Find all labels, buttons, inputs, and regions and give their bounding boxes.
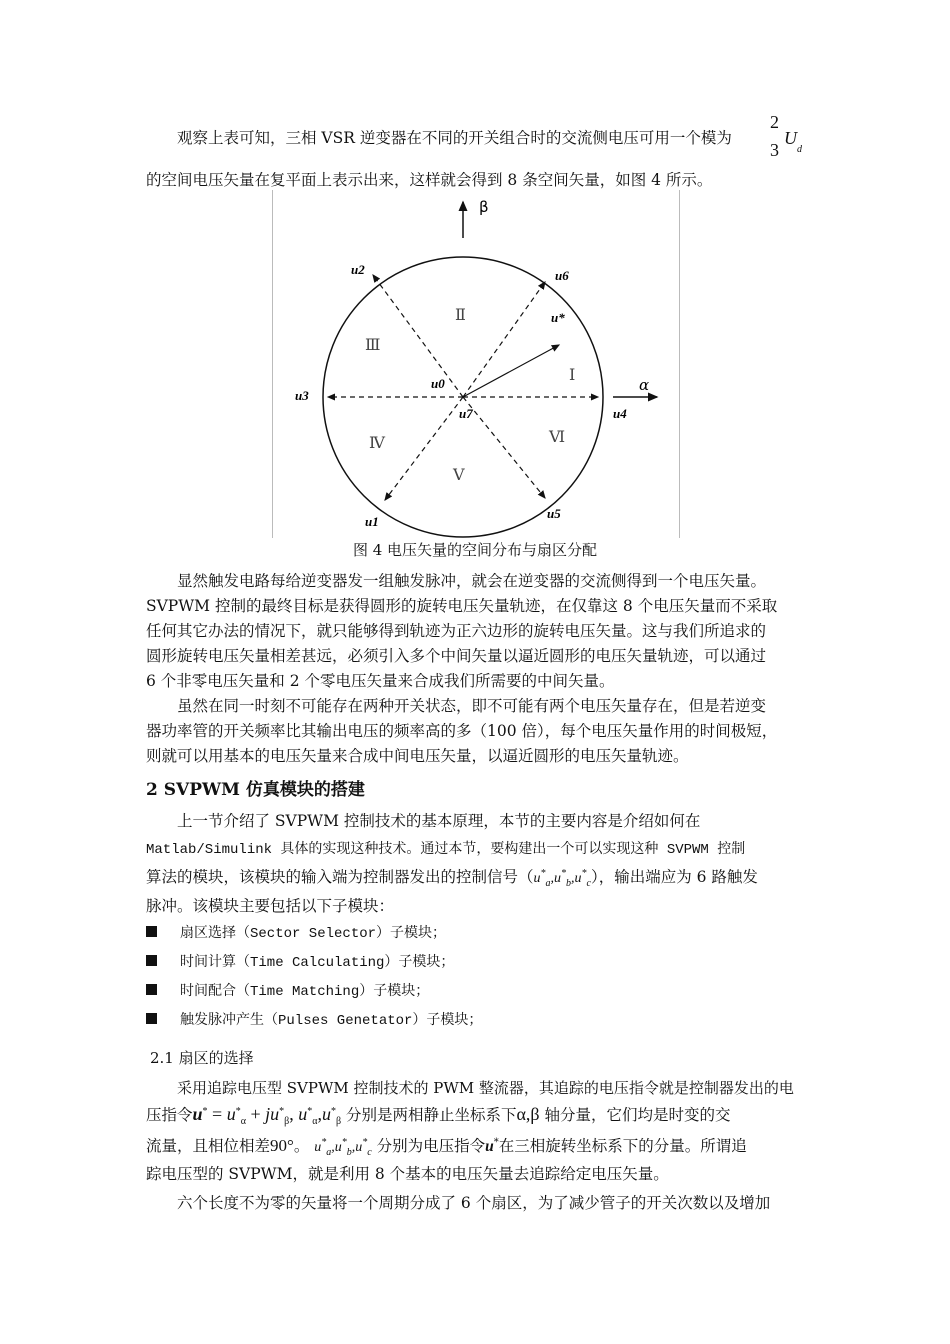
sec21-line-2b: 分别是两相静止坐标系下 (345, 1106, 517, 1124)
alpha-label: α (639, 376, 650, 394)
sec2-line-3 (146, 865, 758, 889)
intro-text-1: 观察上表可知，三相 VSR 逆变器在不同的开关组合时的交流侧电压可用一个模为 (177, 129, 732, 147)
ninety-degrees: 90° (270, 1136, 294, 1155)
intro-line-2: 的空间电压矢量在复平面上表示出来，这样就会得到 8 条空间矢量，如图 4 所示。 (146, 171, 713, 189)
label-u6: u6 (555, 268, 569, 283)
alpha-beta: α,β (516, 1104, 540, 1124)
sector-V: Ⅴ (453, 465, 465, 484)
sec21-line-3a: 流量，且相位相差 (146, 1137, 271, 1155)
sec21-line-3b: 分别为电压指令 (376, 1137, 486, 1155)
vector-ustar (463, 345, 559, 397)
para2-line-3: 则就可以用基本的电压矢量来合成中间电压矢量，以逼近圆形的电压矢量轨迹。 (146, 747, 689, 765)
sec2-line-2: Matlab/Simulink 具体的实现这种技术。通过本节，要构建出一个可以实现这种 SVPWM 控制 (146, 842, 746, 858)
frac-sub: d (797, 144, 802, 155)
para1-line-4: 圆形旋转电压矢量相差甚远，必须引入多个中间矢量以逼近圆形的电压矢量轨迹，可以通过 (146, 647, 767, 665)
para1-line-3: 任何其它办法的情况下，就只能够得到轨迹为正六边形的旋转电压矢量。这与我们所追求的 (146, 622, 767, 640)
sec21-line-5: 六个长度不为零的矢量将一个周期分成了 6 个扇区，为了减少管子的开关次数以及增加 (177, 1194, 771, 1212)
bullet-square (146, 984, 157, 995)
label-u4: u4 (613, 406, 627, 421)
label-ustar: u* (551, 310, 565, 325)
sec21-line-2 (146, 1103, 731, 1127)
bullet-square (146, 926, 157, 937)
sec21-line-2a: 压指令 (146, 1106, 193, 1124)
bullet-3 (146, 980, 429, 1000)
sec21-line-1: 采用追踪电压型 SVPWM 控制技术的 PWM 整流器，其追踪的电压指令就是控制器发出的电 (177, 1079, 794, 1097)
figure-caption: 图 4 电压矢量的空间分布与扇区分配 (352, 541, 598, 559)
sec21-line-3: 流量，且相位相差90°。 $u^*_a,u^*_b,u^*_c$ 分别为电压指令u*在三相旋转坐标系下的分量。所谓追 (146, 1136, 747, 1158)
bullet-square (146, 955, 157, 966)
sector-II: Ⅱ (455, 305, 466, 324)
sec2-line-3a: 算法的模块，该模块的输入端为控制器发出的控制信号（ (146, 868, 534, 886)
para2-line-2: 器功率管的开关频率比其输出电压的频率高的多（100 倍），每个电压矢量作用的时间极短， (146, 722, 778, 740)
label-u0: u0 (431, 376, 445, 391)
section-2-heading: 2 SVPWM 仿真模块的搭建 (146, 780, 365, 800)
abc-components: $u^*_a,u^*_b,u^*_c$ (314, 1137, 372, 1158)
bullet-square (146, 1013, 157, 1024)
sec2-line-4: 脉冲。该模块主要包括以下子模块： (146, 897, 395, 915)
para1-line-2: SVPWM 控制的最终目标是获得圆形的旋转电压矢量轨迹，在仅靠这 8 个电压矢量而不采取 (146, 597, 778, 615)
vector-u5 (463, 397, 545, 498)
frac-var: U (784, 128, 797, 148)
label-u3: u3 (295, 388, 309, 403)
para1-line-1: 显然触发电路每给逆变器发一组触发脉冲，就会在逆变器的交流侧得到一个电压矢量。 (177, 572, 767, 590)
beta-label: β (479, 198, 489, 216)
label-u7: u7 (459, 406, 473, 421)
bullet-4-text: 触发脉冲产生（Pulses Genetator）子模块； (180, 1013, 483, 1029)
bullet-2 (146, 951, 454, 971)
section-2-1-heading: 2.1 扇区的选择 (150, 1049, 254, 1067)
label-u1: u1 (365, 514, 379, 529)
voltage-vector-figure (272, 190, 680, 538)
vector-u1 (385, 397, 463, 500)
para1-line-5: 6 个非零电压矢量和 2 个零电压矢量来合成我们所需要的中间矢量。 (146, 672, 615, 690)
frac-num: 2 (770, 112, 779, 132)
control-signals: $u^*_a,u^*_b,u^*_c$ (533, 868, 591, 889)
sector-I: Ⅰ (569, 365, 576, 384)
label-u2: u2 (351, 262, 365, 277)
bullet-4 (146, 1009, 482, 1029)
sec2-line-3b: ），输出端应为 6 路触发 (590, 868, 758, 886)
bullet-2-text: 时间计算（Time Calculating）子模块； (180, 955, 455, 971)
sector-III: Ⅲ (365, 335, 381, 354)
sector-IV: Ⅳ (369, 433, 385, 452)
sector-VI: Ⅵ (549, 427, 566, 446)
intro-line-1 (177, 126, 732, 148)
voltage-command-eq: $u^* = u^*_\alpha + ju^*_\beta$, $u^*_\alpha,u^*_\beta$ (192, 1104, 342, 1127)
sec2-line-1: 上一节介绍了 SVPWM 控制技术的基本原理，本节的主要内容是介绍如何在 (177, 812, 701, 830)
label-u5: u5 (547, 506, 561, 521)
vector-u2 (373, 275, 463, 397)
sec21-line-4: 踪电压型的 SVPWM，就是利用 8 个基本的电压矢量去追踪给定电压矢量。 (146, 1165, 669, 1183)
vector-diagram (273, 190, 679, 538)
bullet-3-text: 时间配合（Time Matching）子模块； (180, 984, 430, 1000)
bullet-1 (146, 922, 446, 942)
sec21-line-2c: 轴分量，它们均是时变的交 (544, 1106, 731, 1124)
sec21-line-3c: 在三相旋转坐标系下的分量。所谓追 (498, 1137, 747, 1155)
bullet-1-text: 扇区选择（Sector Selector）子模块； (180, 926, 447, 942)
frac-den: 3 (770, 140, 779, 160)
vector-u6 (463, 282, 545, 397)
para2-line-1: 虽然在同一时刻不可能存在两种开关状态，即不可能有两个电压矢量存在，但是若逆变 (177, 697, 767, 715)
